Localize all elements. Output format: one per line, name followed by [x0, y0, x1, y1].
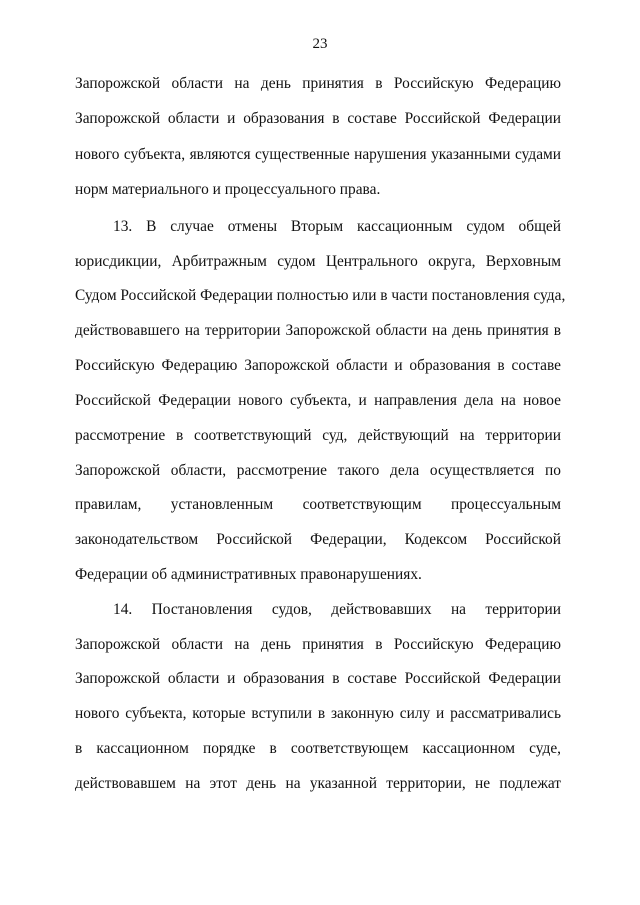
- paragraph-13-line-3: Судом Российской Федерации полностью или в части постановления суда,: [75, 287, 566, 304]
- paragraph-14-line-2: Запорожской области на день принятия в Российскую Федерацию: [75, 636, 561, 653]
- paragraph-13-line-8: Запорожской области, рассмотрение такого дела осуществляется по: [75, 462, 561, 479]
- paragraph-13-line-10: законодательством Российской Федерации, Кодексом Российской: [75, 531, 561, 548]
- paragraph-14-line-3: Запорожской области и образования в составе Российской Федерации: [75, 670, 561, 687]
- paragraph-14-line-1: 14. Постановления судов, действовавших на территории: [113, 601, 561, 618]
- page-number: 23: [312, 36, 328, 52]
- paragraph-14-line-5: в кассационном порядке в соответствующем кассационном суде,: [75, 740, 561, 757]
- paragraph-14-line-6: действовавшем на этот день на указанной территории, не подлежат: [75, 775, 561, 792]
- paragraph-14-line-4: нового субъекта, которые вступили в законную силу и рассматривались: [75, 705, 561, 722]
- paragraph-13-line-5: Российскую Федерацию Запорожской области и образования в составе: [75, 357, 561, 374]
- paragraph-13-line-6: Российской Федерации нового субъекта, и направления дела на новое: [75, 392, 561, 409]
- paragraph-1-line-4: норм материального и процессуального права.: [75, 181, 381, 198]
- paragraph-13-line-2: юрисдикции, Арбитражным судом Центрального округа, Верховным: [75, 253, 561, 270]
- paragraph-13-line-7: рассмотрение в соответствующий суд, действующий на территории: [75, 427, 561, 444]
- paragraph-1-line-2: Запорожской области и образования в составе Российской Федерации: [75, 110, 561, 127]
- paragraph-13-line-1: 13. В случае отмены Вторым кассационным судом общей: [113, 218, 561, 235]
- paragraph-1-line-3: нового субъекта, являются существенные нарушения указанными судами: [75, 146, 561, 163]
- paragraph-13-line-4: действовавшего на территории Запорожской области на день принятия в: [75, 322, 561, 339]
- paragraph-13-line-9: правилам, установленным соответствующим процессуальным: [75, 496, 561, 513]
- paragraph-1-line-1: Запорожской области на день принятия в Российскую Федерацию: [75, 75, 561, 92]
- paragraph-13-line-11: Федерации об административных правонарушениях.: [75, 566, 422, 583]
